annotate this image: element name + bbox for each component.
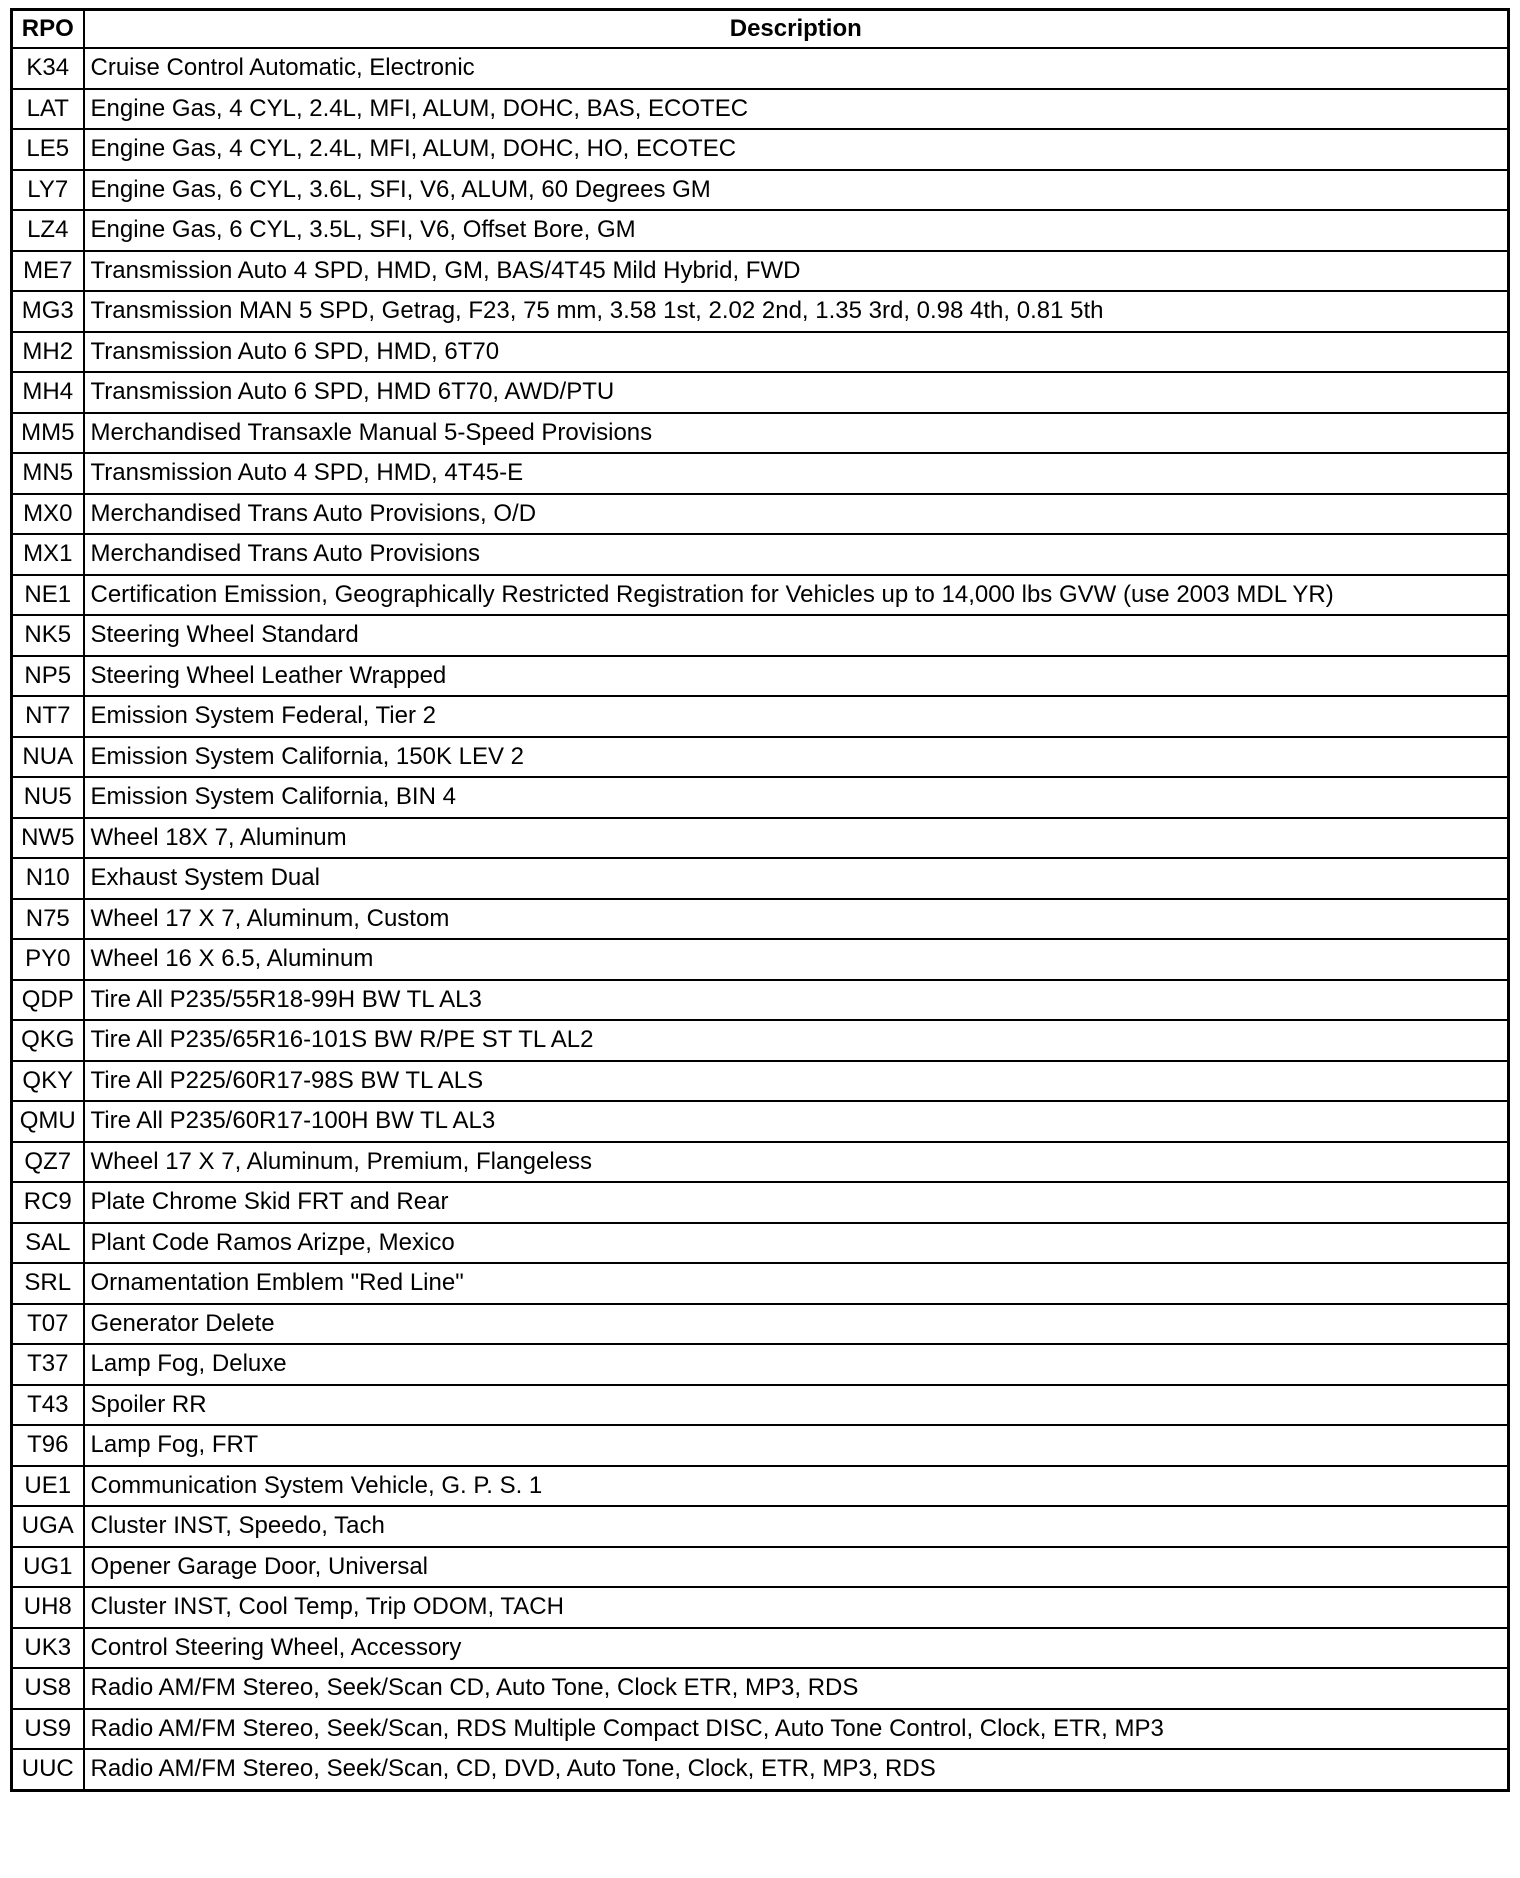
table-row: [12, 251, 1509, 292]
description-cell: Engine Gas, 4 CYL, 2.4L, MFI, ALUM, DOHC, HO, ECOTEC: [84, 129, 1509, 170]
description-cell: Radio AM/FM Stereo, Seek/Scan, RDS Multiple Compact DISC, Auto Tone Control, Clock, ETR, MP3: [84, 1709, 1509, 1750]
table-row: [12, 89, 1509, 130]
rpo-code-cell: QKY: [12, 1061, 84, 1102]
table-row: [12, 48, 1509, 89]
rpo-code-cell: LE5: [12, 129, 84, 170]
description-cell: Transmission Auto 6 SPD, HMD 6T70, AWD/PTU: [84, 372, 1509, 413]
table-row: [12, 1142, 1509, 1183]
description-cell: Transmission Auto 4 SPD, HMD, 4T45-E: [84, 453, 1509, 494]
rpo-code-cell: UK3: [12, 1628, 84, 1669]
header-rpo: RPO: [12, 10, 84, 49]
description-cell: Exhaust System Dual: [84, 858, 1509, 899]
description-cell: Wheel 17 X 7, Aluminum, Premium, Flangeless: [84, 1142, 1509, 1183]
header-description: Description: [84, 10, 1509, 49]
description-cell: Emission System California, 150K LEV 2: [84, 737, 1509, 778]
description-cell: Spoiler RR: [84, 1385, 1509, 1426]
table-row: [12, 1668, 1509, 1709]
rpo-table: [10, 8, 1510, 1792]
rpo-code-cell: T43: [12, 1385, 84, 1426]
table-row: [12, 1749, 1509, 1790]
table-row: [12, 818, 1509, 859]
rpo-code-cell: LY7: [12, 170, 84, 211]
description-cell: Engine Gas, 6 CYL, 3.6L, SFI, V6, ALUM, 60 Degrees GM: [84, 170, 1509, 211]
table-row: [12, 1061, 1509, 1102]
table-row: [12, 575, 1509, 616]
rpo-code-cell: RC9: [12, 1182, 84, 1223]
rpo-code-cell: K34: [12, 48, 84, 89]
table-row: [12, 291, 1509, 332]
table-row: [12, 1344, 1509, 1385]
table-row: [12, 980, 1509, 1021]
table-row: [12, 1223, 1509, 1264]
rpo-code-cell: NT7: [12, 696, 84, 737]
table-row: [12, 777, 1509, 818]
description-cell: Tire All P225/60R17-98S BW TL ALS: [84, 1061, 1509, 1102]
table-row: [12, 899, 1509, 940]
description-cell: Lamp Fog, FRT: [84, 1425, 1509, 1466]
description-cell: Radio AM/FM Stereo, Seek/Scan, CD, DVD, Auto Tone, Clock, ETR, MP3, RDS: [84, 1749, 1509, 1790]
rpo-code-cell: MH4: [12, 372, 84, 413]
table-row: [12, 1385, 1509, 1426]
table-row: [12, 129, 1509, 170]
rpo-code-cell: MX0: [12, 494, 84, 535]
description-cell: Ornamentation Emblem "Red Line": [84, 1263, 1509, 1304]
description-cell: Cluster INST, Speedo, Tach: [84, 1506, 1509, 1547]
rpo-code-cell: QKG: [12, 1020, 84, 1061]
description-cell: Certification Emission, Geographically Restricted Registration for Vehicles up to 14,000 lbs GVW (use 2003 MDL YR): [84, 575, 1509, 616]
table-row: [12, 1020, 1509, 1061]
description-cell: Communication System Vehicle, G. P. S. 1: [84, 1466, 1509, 1507]
description-cell: Steering Wheel Leather Wrapped: [84, 656, 1509, 697]
rpo-code-cell: T96: [12, 1425, 84, 1466]
table-row: [12, 372, 1509, 413]
rpo-code-cell: MG3: [12, 291, 84, 332]
table-row: [12, 1101, 1509, 1142]
description-cell: Transmission MAN 5 SPD, Getrag, F23, 75 mm, 3.58 1st, 2.02 2nd, 1.35 3rd, 0.98 4th, 0.81 5th: [84, 291, 1509, 332]
description-cell: Emission System Federal, Tier 2: [84, 696, 1509, 737]
description-cell: Control Steering Wheel, Accessory: [84, 1628, 1509, 1669]
rpo-code-cell: MM5: [12, 413, 84, 454]
rpo-code-cell: ME7: [12, 251, 84, 292]
rpo-code-cell: MX1: [12, 534, 84, 575]
table-row: [12, 858, 1509, 899]
table-row: [12, 737, 1509, 778]
table-row: [12, 1304, 1509, 1345]
description-cell: Generator Delete: [84, 1304, 1509, 1345]
table-row: [12, 1263, 1509, 1304]
description-cell: Merchandised Transaxle Manual 5-Speed Provisions: [84, 413, 1509, 454]
table-row: [12, 170, 1509, 211]
description-cell: Emission System California, BIN 4: [84, 777, 1509, 818]
rpo-code-cell: NU5: [12, 777, 84, 818]
rpo-code-cell: N75: [12, 899, 84, 940]
rpo-code-cell: UUC: [12, 1749, 84, 1790]
rpo-code-cell: US9: [12, 1709, 84, 1750]
table-row: [12, 696, 1509, 737]
rpo-code-cell: NW5: [12, 818, 84, 859]
rpo-code-cell: LAT: [12, 89, 84, 130]
rpo-code-cell: QDP: [12, 980, 84, 1021]
description-cell: Lamp Fog, Deluxe: [84, 1344, 1509, 1385]
description-cell: Plant Code Ramos Arizpe, Mexico: [84, 1223, 1509, 1264]
rpo-code-cell: PY0: [12, 939, 84, 980]
table-row: [12, 1547, 1509, 1588]
description-cell: Transmission Auto 6 SPD, HMD, 6T70: [84, 332, 1509, 373]
description-cell: Tire All P235/55R18-99H BW TL AL3: [84, 980, 1509, 1021]
table-row: [12, 615, 1509, 656]
table-row: [12, 1709, 1509, 1750]
rpo-code-cell: T07: [12, 1304, 84, 1345]
rpo-code-cell: UGA: [12, 1506, 84, 1547]
description-cell: Cluster INST, Cool Temp, Trip ODOM, TACH: [84, 1587, 1509, 1628]
description-cell: Merchandised Trans Auto Provisions, O/D: [84, 494, 1509, 535]
description-cell: Wheel 18X 7, Aluminum: [84, 818, 1509, 859]
description-cell: Transmission Auto 4 SPD, HMD, GM, BAS/4T45 Mild Hybrid, FWD: [84, 251, 1509, 292]
description-cell: Wheel 16 X 6.5, Aluminum: [84, 939, 1509, 980]
rpo-code-cell: UG1: [12, 1547, 84, 1588]
table-row: [12, 1182, 1509, 1223]
description-cell: Cruise Control Automatic, Electronic: [84, 48, 1509, 89]
description-cell: Radio AM/FM Stereo, Seek/Scan CD, Auto Tone, Clock ETR, MP3, RDS: [84, 1668, 1509, 1709]
rpo-code-cell: NP5: [12, 656, 84, 697]
table-row: [12, 656, 1509, 697]
table-row: [12, 939, 1509, 980]
description-cell: Wheel 17 X 7, Aluminum, Custom: [84, 899, 1509, 940]
rpo-code-cell: NE1: [12, 575, 84, 616]
table-row: [12, 210, 1509, 251]
rpo-code-cell: SRL: [12, 1263, 84, 1304]
description-cell: Engine Gas, 6 CYL, 3.5L, SFI, V6, Offset Bore, GM: [84, 210, 1509, 251]
rpo-code-cell: N10: [12, 858, 84, 899]
description-cell: Merchandised Trans Auto Provisions: [84, 534, 1509, 575]
table-body: [12, 48, 1509, 1790]
rpo-code-cell: T37: [12, 1344, 84, 1385]
table-row: [12, 1628, 1509, 1669]
description-cell: Tire All P235/65R16-101S BW R/PE ST TL AL2: [84, 1020, 1509, 1061]
table-row: [12, 534, 1509, 575]
rpo-code-cell: US8: [12, 1668, 84, 1709]
rpo-code-cell: UE1: [12, 1466, 84, 1507]
table-row: [12, 1425, 1509, 1466]
description-cell: Tire All P235/60R17-100H BW TL AL3: [84, 1101, 1509, 1142]
rpo-code-cell: UH8: [12, 1587, 84, 1628]
description-cell: Plate Chrome Skid FRT and Rear: [84, 1182, 1509, 1223]
rpo-code-cell: QMU: [12, 1101, 84, 1142]
table-row: [12, 1466, 1509, 1507]
table-row: [12, 332, 1509, 373]
description-cell: Steering Wheel Standard: [84, 615, 1509, 656]
rpo-code-cell: QZ7: [12, 1142, 84, 1183]
table-row: [12, 1506, 1509, 1547]
table-row: [12, 1587, 1509, 1628]
rpo-code-cell: NK5: [12, 615, 84, 656]
description-cell: Engine Gas, 4 CYL, 2.4L, MFI, ALUM, DOHC, BAS, ECOTEC: [84, 89, 1509, 130]
description-cell: Opener Garage Door, Universal: [84, 1547, 1509, 1588]
table-row: [12, 413, 1509, 454]
rpo-code-cell: NUA: [12, 737, 84, 778]
table-row: [12, 453, 1509, 494]
table-row: [12, 494, 1509, 535]
rpo-code-cell: LZ4: [12, 210, 84, 251]
header-row: [12, 10, 1509, 49]
rpo-code-cell: MN5: [12, 453, 84, 494]
rpo-code-cell: MH2: [12, 332, 84, 373]
rpo-code-cell: SAL: [12, 1223, 84, 1264]
